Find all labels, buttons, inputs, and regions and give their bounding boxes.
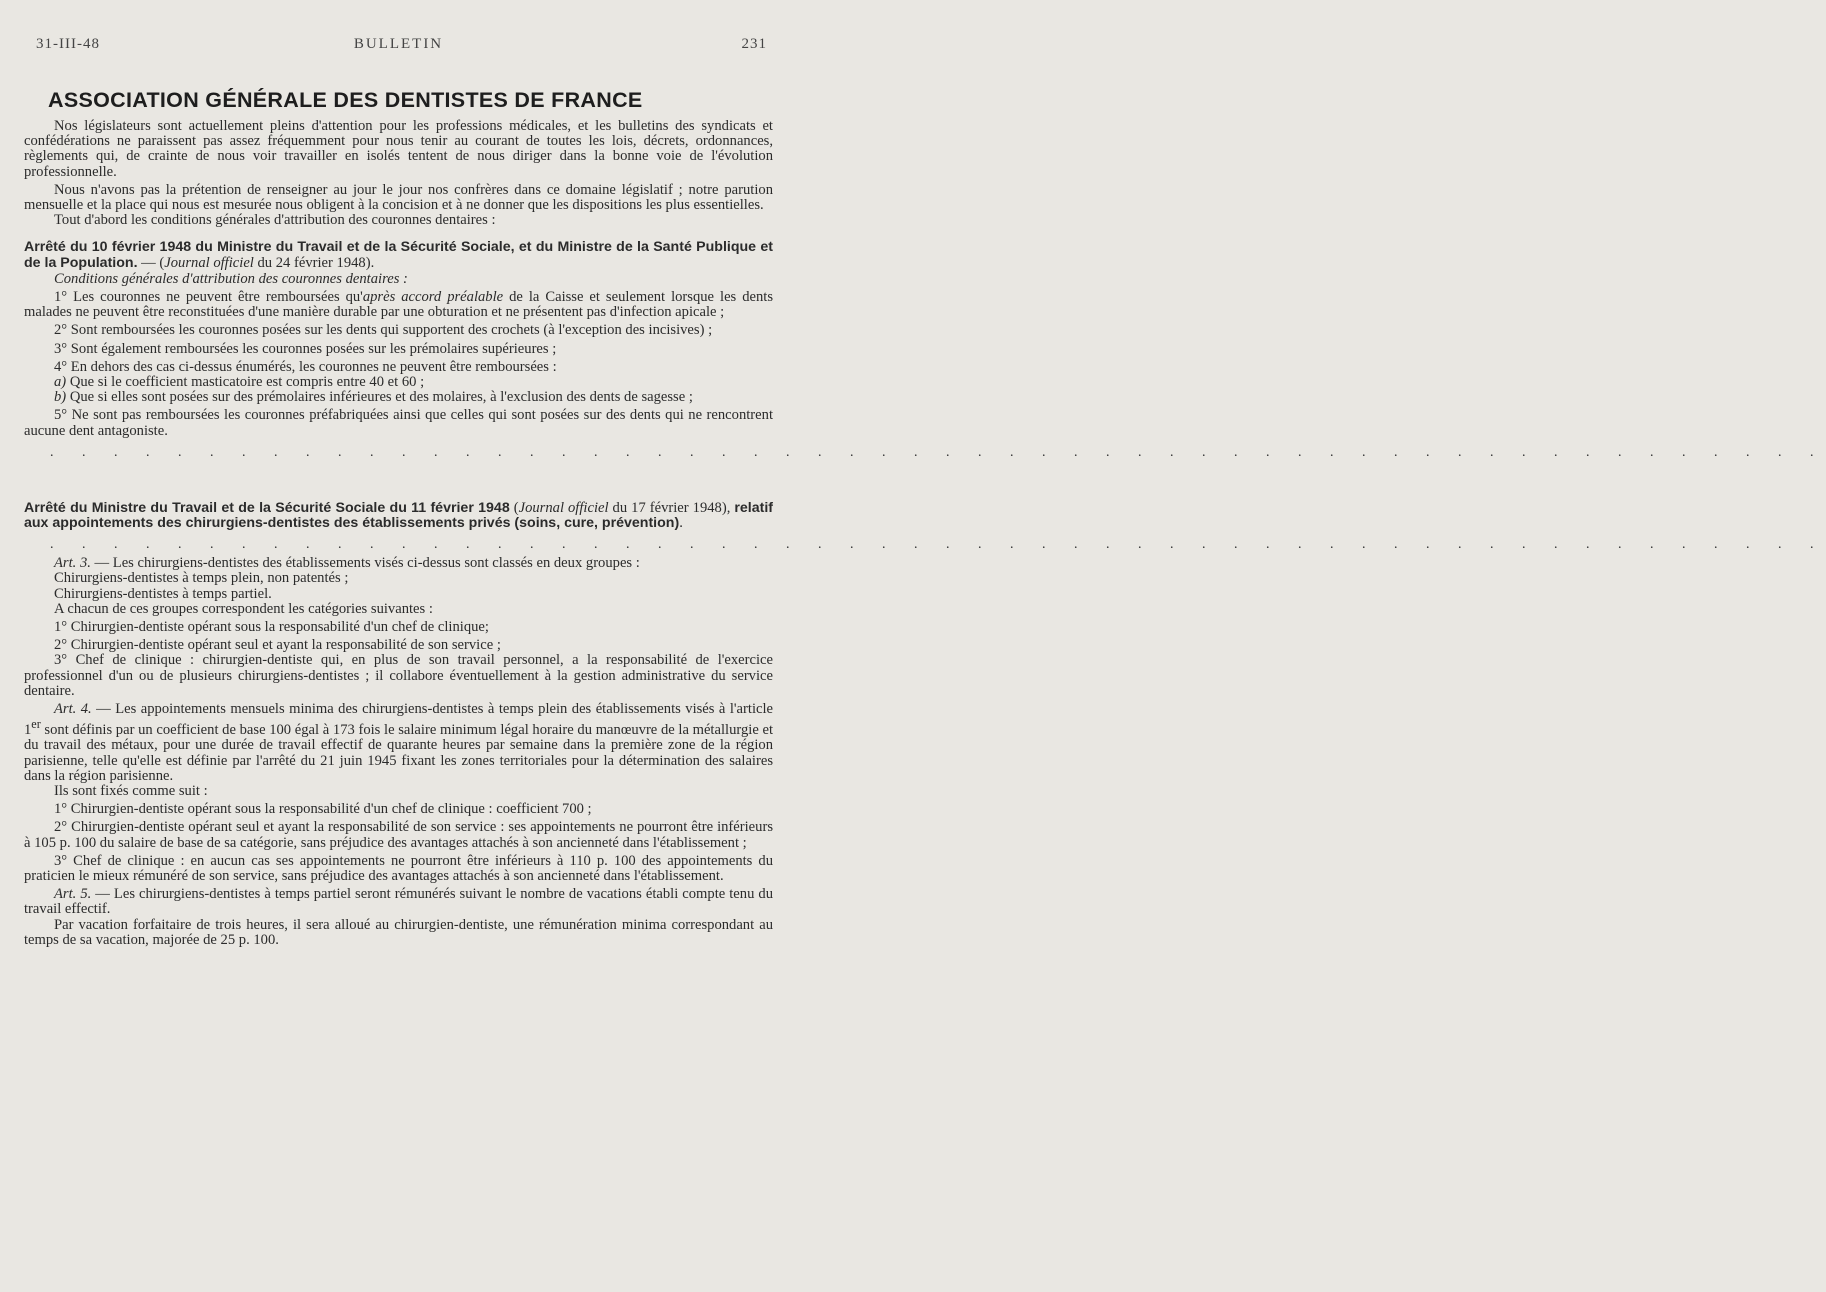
vacation-paragraph: Par vacation forfaitaire de trois heures, il sera alloué au chirurgien-dentiste, une rémunération minima correspondant au temps de sa vacation, majorée de 25 p. 100. <box>24 916 773 948</box>
intro-paragraph-2: Nous n'avons pas la prétention de renseigner au jour le jour nos confrères dans ce domaine législatif ; notre parution mensuelle et la place qui nous est mesurée nous obligent à la concision et à ne donner que les dispositions les plus essentielles. <box>24 181 773 214</box>
article-5 <box>24 887 773 917</box>
arrete2-title: Arrêté du Ministre du Travail et de la Sécurité Sociale du 11 février 1948 <box>24 499 510 516</box>
item1-text-b: de la Caisse et seulement lorsque les dents malades ne peuvent être reconstituées d'une manière durable par une obturation et ne présentent pas d'infection apicale ; <box>24 289 773 321</box>
article-title: ASSOCIATION GÉNÉRALE DES DENTISTES DE FRANCE <box>48 88 643 112</box>
arrete1-dash: — ( <box>137 254 165 271</box>
art5-label: Art. 5. <box>54 886 92 903</box>
item-a-text: Que si le coefficient masticatoire est compris entre 40 et 60 ; <box>66 374 425 391</box>
ellipsis-divider-2: . . . . . . . . . . . . . . . . . . . . . . . . . . . . . . . . . . . . . . . . . . . . . . . . . . . . . . . . <box>50 537 1826 553</box>
group-1: Chirurgiens-dentistes à temps plein, non patentés ; <box>54 570 349 587</box>
arrete1-heading <box>24 240 773 270</box>
art3-text: — Les chirurgiens-dentistes des établissements visés ci-dessus sont classés en deux groupes : <box>90 555 640 572</box>
intro-section <box>24 119 773 228</box>
art4-text-a: — Les appointements mensuels minima des chirurgiens-dentistes à temps plein des établissements visés à l'article 1 <box>24 701 774 739</box>
article-3 <box>24 556 773 571</box>
arrete1-item-2: 2° Sont remboursées les couronnes posées sur les dents qui supportent des crochets (à l'exception des incisives) ; <box>54 322 713 339</box>
fixed-3: 3° Chef de clinique : en aucun cas ses appointements ne pourront être inférieurs à 110 p. 100 des appointements du praticien le mieux rémunéré de son service, sans préjudice des avantages attachés à son ancienneté dans l'établissement. <box>24 852 773 884</box>
category-1: 1° Chirurgien-dentiste opérant sous la responsabilité d'un chef de clinique; <box>54 619 489 636</box>
arrete2-source-date: du 17 février 1948), <box>608 499 735 516</box>
arrete1-source: Journal officiel <box>164 254 254 271</box>
article-4 <box>24 702 773 784</box>
item1-text-a: 1° Les couronnes ne peuvent être remboursées qu' <box>54 289 363 306</box>
fixed-as-follows: Ils sont fixés comme suit : <box>54 782 208 799</box>
group-2: Chirurgiens-dentistes à temps partiel. <box>54 585 272 602</box>
arrete1-item-3: 3° Sont également remboursées les couronnes posées sur les prémolaires supérieures ; <box>54 340 557 357</box>
page-number: 231 <box>741 36 767 52</box>
page-header <box>24 0 773 60</box>
art4-text-b: sont définis par un coefficient de base 100 égal à 173 fois le salaire minimum légal horaire du manœuvre de la métallurgie et du travail des métaux, pour une durée de travail effectif de quarante heures par semaine dans la première zone de la région parisienne, telle qu'elle est définie par l'arrêté du 21 juin 1945 fixant les zones territoriales pour la détermination des salaires dans la région parisienne. <box>24 722 773 784</box>
category-3: 3° Chef de clinique : chirurgien-dentiste qui, en plus de son travail personnel, a la responsabilité de l'exercice professionnel d'un ou de plusieurs chirurgiens-dentistes ; il collabore éventuellement à la gestion administrative du service dentaire. <box>24 652 773 699</box>
item1-emphasis: après accord préalable <box>362 289 504 306</box>
art3-label: Art. 3. <box>54 555 91 572</box>
arrete2-paren: ( <box>509 499 519 516</box>
arrete1-item-4: 4° En dehors des cas ci-dessus énumérés, les couronnes ne peuvent être remboursées : <box>54 358 557 375</box>
fixed-2: 2° Chirurgien-dentiste opérant seul et ayant la responsabilité de son service : ses appointements ne pourront être inférieurs à 105 p. 100 du salaire de base de sa catégorie, sans préjudice des avantages attachés à son ancienneté dans l'établissement ; <box>24 819 773 851</box>
arrete1-subtitle: Conditions générales d'attribution des couronnes dentaires : <box>54 270 408 287</box>
arrete1-item-1 <box>24 290 773 320</box>
category-2: 2° Chirurgien-dentiste opérant seul et ayant la responsabilité de son service ; <box>54 637 501 654</box>
arrete2-subject: relatif aux appointements des chirurgiens-dentistes des établissements privés (soins, cure, prévention) <box>24 499 773 532</box>
intro-paragraph-3: Tout d'abord les conditions générales d'attribution des couronnes dentaires : <box>54 212 496 229</box>
issue-date: 31-III-48 <box>36 36 100 52</box>
arrete-11-fevrier <box>24 499 1826 948</box>
art5-text: — Les chirurgiens-dentistes à temps partiel seront rémunérés suivant le nombre de vacations établi compte tenu du travail effectif. <box>24 886 774 918</box>
arrete-10-fevrier <box>24 239 1826 460</box>
ellipsis-divider-1: . . . . . . . . . . . . . . . . . . . . . . . . . . . . . . . . . . . . . . . . . . . . . . . . . . . . . . . . <box>50 444 1826 460</box>
arrete2-end: . <box>679 515 683 532</box>
arrete1-item-b <box>24 390 773 405</box>
intro-paragraph-1: Nos législateurs sont actuellement pleins d'attention pour les professions médicales, et les bulletins des syndicats et confédérations ne paraissent pas assez fréquemment pour nous tenir au courant de toutes les lois, décrets, ordonnances, règlements qui, de crainte de nous voir travailler en isolés tentent de nous diriger dans la bonne voie de l'évolution professionnelle. <box>24 118 773 180</box>
arrete2-source: Journal officiel <box>518 499 609 516</box>
arrete1-source-date: du 24 février 1948). <box>253 254 375 271</box>
arrete2-heading <box>24 501 773 531</box>
arrete1-item-5: 5° Ne sont pas remboursées les couronnes préfabriquées ainsi que celles qui sont posées sur des dents qui ne rencontrent aucune dent antagoniste. <box>24 407 773 439</box>
item-b-text: Que si elles sont posées sur des prémolaires inférieures et des molaires, à l'exclusion des dents de sagesse ; <box>66 389 693 406</box>
art4-label: Art. 4. <box>54 701 92 718</box>
categories-intro: A chacun de ces groupes correspondent les catégories suivantes : <box>54 600 433 617</box>
art4-superscript: er <box>31 717 41 732</box>
arrete1-title: Arrêté du 10 février 1948 du Ministre du Travail et de la Sécurité Sociale, et du Ministre de la Santé Publique et de la Population. <box>24 239 773 271</box>
item-b-label: b) <box>54 389 67 406</box>
fixed-1: 1° Chirurgien-dentiste opérant sous la responsabilité d'un chef de clinique : coefficient 700 ; <box>54 801 592 818</box>
journal-name: BULLETIN <box>353 36 444 52</box>
arrete1-item-a <box>24 375 773 390</box>
item-a-label: a) <box>54 374 67 391</box>
